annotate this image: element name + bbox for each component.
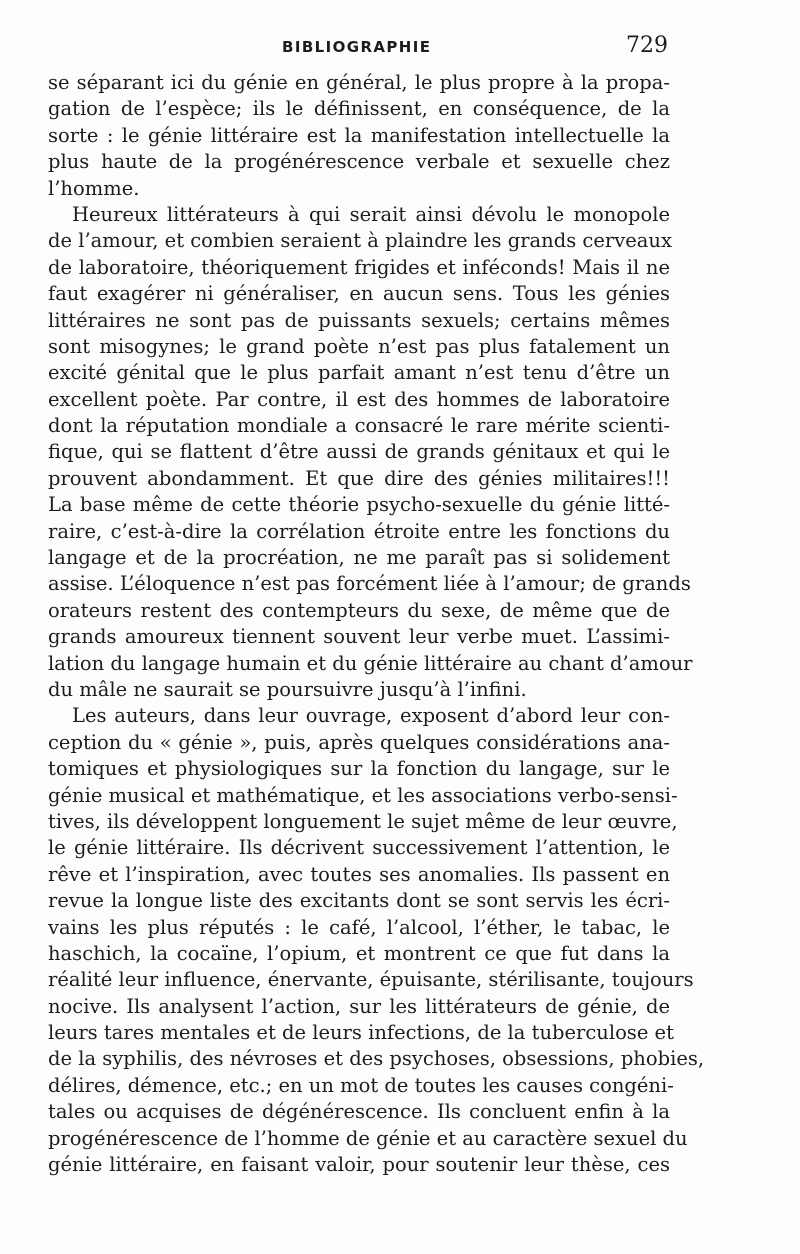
text-line: faut exagérer ni généraliser, en aucun sens. Tous les génies	[48, 282, 670, 306]
text-line: progénérescence de l’homme de génie et au caractère sexuel du	[48, 1126, 688, 1150]
text-line: dont la réputation mondiale a consacré le rare mérite scienti-	[48, 414, 670, 438]
text-line: leurs tares mentales et de leurs infections, de la tuberculose et	[48, 1021, 674, 1045]
text-line: excellent poète. Par contre, il est des hommes de laboratoire	[48, 387, 670, 411]
text-line: littéraires ne sont pas de puissants sexuels; certains mêmes	[48, 308, 670, 332]
text-line: La base même de cette théorie psycho-sexuelle du génie litté-	[48, 493, 670, 517]
text-line: assise. L’éloquence n’est pas forcément liée à l’amour; de grands	[48, 572, 691, 596]
text-line: réalité leur influence, énervante, épuisante, stérilisante, toujours	[48, 968, 694, 992]
text-line: se séparant ici du génie en général, le plus propre à la propa-	[48, 71, 670, 94]
paragraph	[48, 703, 705, 1178]
text-line: sorte : le génie littéraire est la manifestation intellectuelle la	[48, 123, 670, 147]
page-header	[48, 34, 670, 64]
text-line: de la syphilis, des névroses et des psychoses, obsessions, phobies,	[48, 1047, 705, 1071]
text-line: Heureux littérateurs à qui serait ainsi dévolu le monopole	[72, 202, 670, 226]
text-line: revue la longue liste des excitants dont se sont servis les écri-	[48, 889, 670, 913]
text-line: Les auteurs, dans leur ouvrage, exposent d’abord leur con-	[72, 704, 670, 728]
text-line: excité génital que le plus parfait amant n’est tenu d’être un	[48, 361, 670, 385]
paragraph	[48, 70, 670, 202]
text-line: du mâle ne saurait se poursuivre jusqu’à l’infini.	[48, 677, 527, 701]
text-line: langage et de la procréation, ne me paraît pas si solidement	[48, 546, 670, 570]
text-line: délires, démence, etc.; en un mot de toutes les causes congéni-	[48, 1073, 674, 1097]
text-line: haschich, la cocaïne, l’opium, et montrent ce que fut dans la	[48, 941, 670, 965]
text-line: vains les plus réputés : le café, l’alcool, l’éther, le tabac, le	[48, 915, 670, 939]
text-line: génie musical et mathématique, et les associations verbo-sensi-	[48, 783, 678, 807]
running-title: BIBLIOGRAPHIE	[282, 38, 432, 56]
text-line: rêve et l’inspiration, avec toutes ses anomalies. Ils passent en	[48, 862, 670, 886]
text-line: gation de l’espèce; ils le définissent, en conséquence, de la	[48, 97, 670, 121]
text-line: tives, ils développent longuement le sujet même de leur œuvre,	[48, 809, 678, 833]
text-line: grands amoureux tiennent souvent leur verbe muet. L’assimi-	[48, 625, 670, 649]
text-line: tales ou acquises de dégénérescence. Ils concluent enfin à la	[48, 1100, 670, 1124]
text-line: sont misogynes; le grand poète n’est pas plus fatalement un	[48, 334, 670, 358]
text-line: lation du langage humain et du génie littéraire au chant d’amour	[48, 651, 693, 675]
text-line: génie littéraire, en faisant valoir, pour soutenir leur thèse, ces	[48, 1153, 670, 1177]
text-line: prouvent abondamment. Et que dire des génies militaires!!!	[48, 466, 670, 490]
text-line: nocive. Ils analysent l’action, sur les littérateurs de génie, de	[48, 994, 670, 1018]
text-line: de l’amour, et combien seraient à plaindre les grands cerveaux	[48, 229, 672, 253]
text-line: raire, c’est-à-dire la corrélation étroite entre les fonctions du	[48, 519, 670, 543]
page-number: 729	[626, 33, 668, 58]
body-text	[48, 70, 705, 1178]
text-line: l’homme.	[48, 176, 140, 200]
text-line: ception du « génie », puis, après quelques considérations ana-	[48, 730, 670, 754]
text-line: le génie littéraire. Ils décrivent successivement l’attention, le	[48, 836, 670, 860]
text-line: orateurs restent des contempteurs du sexe, de même que de	[48, 598, 670, 622]
text-line: de laboratoire, théoriquement frigides et inféconds! Mais il ne	[48, 255, 670, 279]
paragraph	[48, 202, 693, 703]
text-line: tomiques et physiologiques sur la fonction du langage, sur le	[48, 757, 670, 781]
text-line: plus haute de la progénérescence verbale et sexuelle chez	[48, 150, 670, 174]
text-line: fique, qui se flattent d’être aussi de grands génitaux et qui le	[48, 440, 670, 464]
